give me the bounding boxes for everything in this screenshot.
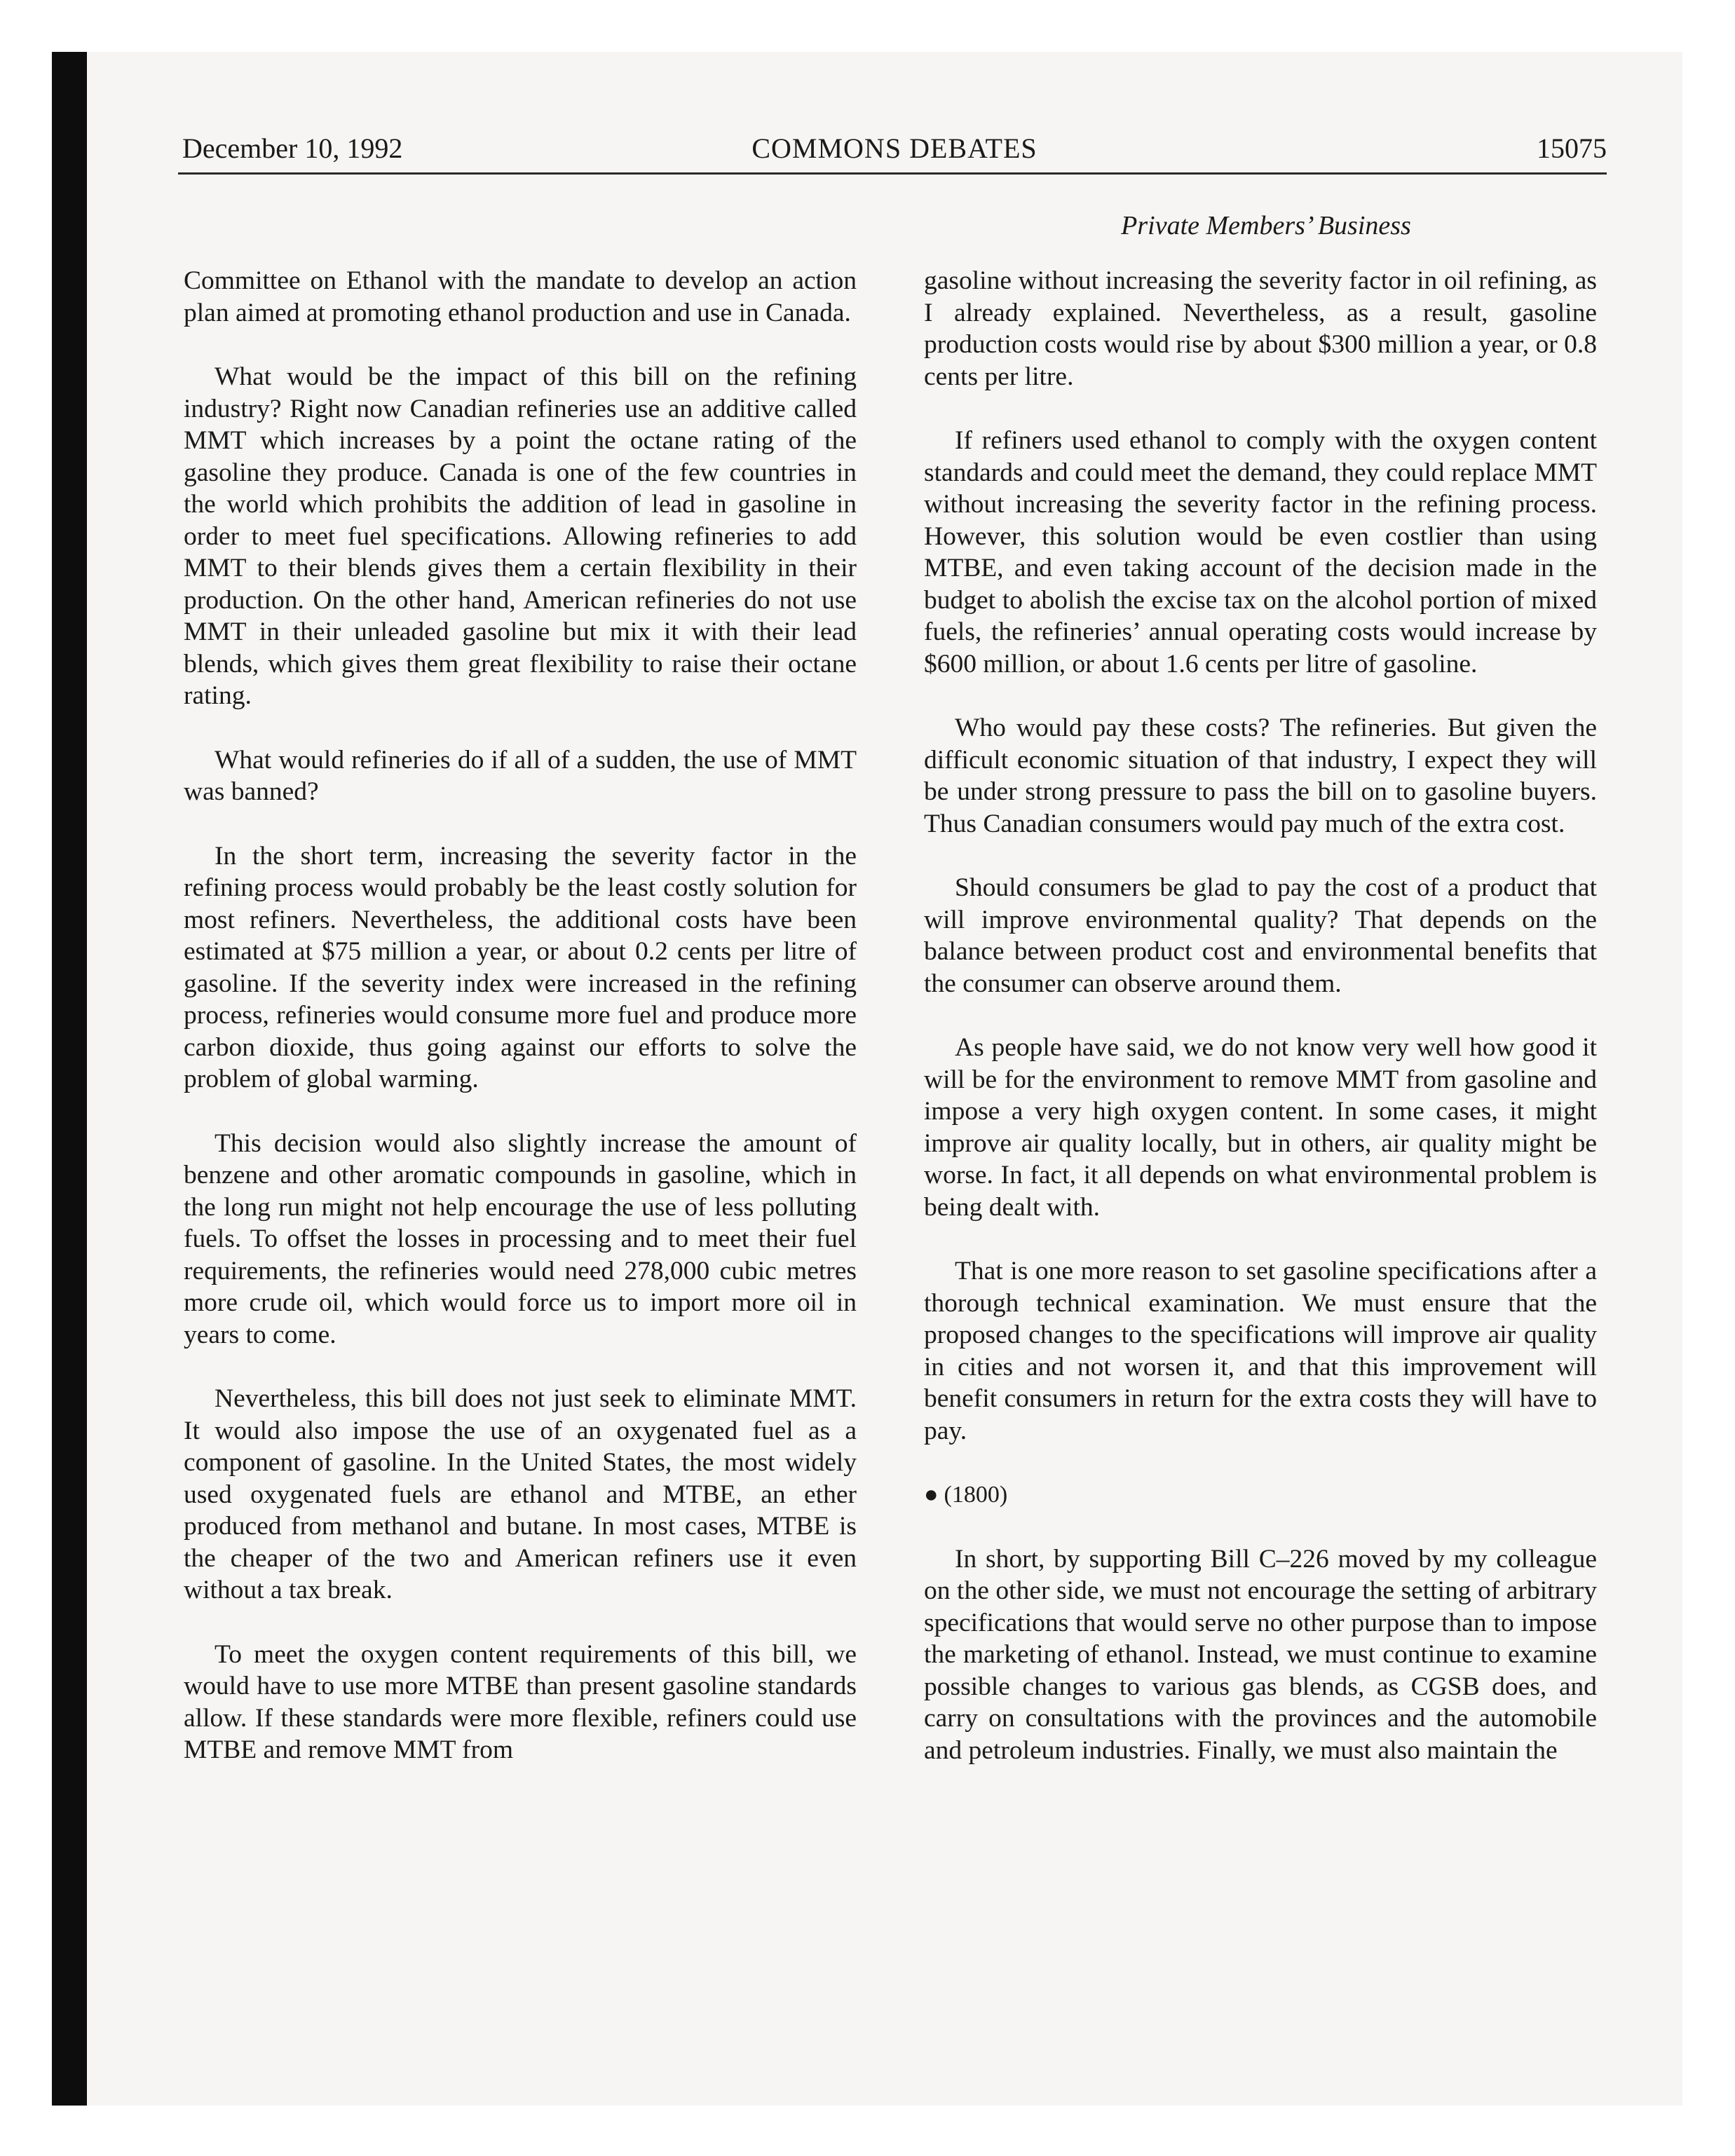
- paragraph: In the short term, increasing the severity factor in the refining process would probably be the least costly solution for most refiners. Nevertheless, the additional costs have been estimated at $75 million a year, or about 0.2 cents per litre of gasoline. If the severity index were increased in the refining process, refineries would consume more fuel and produce more carbon dioxide, thus going against our efforts to solve the problem of global warming.: [184, 841, 857, 1093]
- page-header: [182, 132, 1607, 171]
- header-rule: [178, 172, 1607, 175]
- paragraph: Committee on Ethanol with the mandate to develop an action plan aimed at promoting ethanol production and use in Canada.: [184, 266, 857, 327]
- header-publication: COMMONS DEBATES: [751, 132, 1037, 164]
- header-page-number: 15075: [1537, 132, 1607, 164]
- timestamp: [924, 1479, 1597, 1511]
- right-column: [924, 265, 1597, 1799]
- header-date: December 10, 1992: [182, 132, 403, 164]
- paragraph: In short, by supporting Bill C–226 moved by my colleague on the other side, we must not encourage the setting of arbitrary specifications that would serve no other purpose than to impose the marketing of ethanol. Instead, we must continue to examine possible changes to various gas blends, as CGSB does, and carry on consultations with the provinces and the automobile and petroleum industries. Finally, we must also maintain the: [924, 1544, 1597, 1765]
- paragraph: Nevertheless, this bill does not just seek to eliminate MMT. It would also impose the use of an oxygenated fuel as a component of gasoline. In the United States, the most widely used oxygenated fuels are ethanol and MTBE, an ether produced from methanol and butane. In most cases, MTBE is the cheaper of the two and American refiners use it even without a tax break.: [184, 1384, 857, 1604]
- paragraph: That is one more reason to set gasoline specifications after a thorough technical examination. We must ensure that the proposed changes to the specifications will improve air quality in cities and not worsen it, and that this improvement will benefit consumers in return for the extra costs they will have to pay.: [924, 1257, 1597, 1445]
- bullet-icon: ●: [924, 1482, 939, 1508]
- paragraph: What would be the impact of this bill on the refining industry? Right now Canadian refineries use an additive called MMT which increases by a point the octane rating of the gasoline they produce. Canada is one of the few countries in the world which prohibits the addition of lead in gasoline in order to meet fuel specifications. Allowing refineries to add MMT to their blends gives them a certain flexibility in their production. On the other hand, American refineries do not use MMT in their unleaded gasoline but mix it with their lead blends, which gives them great flexibility to raise their octane rating.: [184, 362, 857, 710]
- paragraph: Who would pay these costs? The refineries. But given the difficult economic situation of that industry, I expect they will be under strong pressure to pass the bill on to gasoline buyers. Thus Canadian consumers would pay much of the extra cost.: [924, 714, 1597, 838]
- section-label: Private Members’ Business: [1121, 211, 1411, 240]
- paragraph: gasoline without increasing the severity factor in oil refining, as I already explained. Nevertheless, as a result, gasoline production costs would rise by about $300 million a year, or 0.8 cents per litre.: [924, 266, 1597, 391]
- paragraph: As people have said, we do not know very well how good it will be for the environment to remove MMT from gasoline and impose a very high oxygen content. In some cases, it might improve air quality locally, but in others, air quality might be worse. In fact, it all depends on what environmental problem is being dealt with.: [924, 1033, 1597, 1222]
- paragraph: What would refineries do if all of a sudden, the use of MMT was banned?: [184, 745, 857, 806]
- timestamp-text: (1800): [944, 1482, 1008, 1508]
- scan-edge-shadow: [52, 52, 87, 2106]
- paragraph: To meet the oxygen content requirements of this bill, we would have to use more MTBE than present gasoline standards allow. If these standards were more flexible, refiners could use MTBE and remove MMT from: [184, 1639, 857, 1764]
- paragraph: Should consumers be glad to pay the cost of a product that will improve environmental quality? That depends on the balance between product cost and environmental benefits that the consumer can observe around them.: [924, 873, 1597, 998]
- paragraph: This decision would also slightly increase the amount of benzene and other aromatic compounds in gasoline, which in the long run might not help encourage the use of less polluting fuels. To offset the losses in processing and to meet their fuel requirements, the refineries would need 278,000 cubic metres more crude oil, which would force us to import more oil in years to come.: [184, 1128, 857, 1349]
- left-column: [184, 265, 857, 1799]
- paragraph: If refiners used ethanol to comply with the oxygen content standards and could meet the demand, they could replace MMT without increasing the severity factor in the refining process. However, this solution would be even costlier than using MTBE, and even taking account of the decision made in the budget to abolish the excise tax on the alcohol portion of mixed fuels, the refineries’ annual operating costs would increase by $600 million, or about 1.6 cents per litre of gasoline.: [924, 426, 1597, 678]
